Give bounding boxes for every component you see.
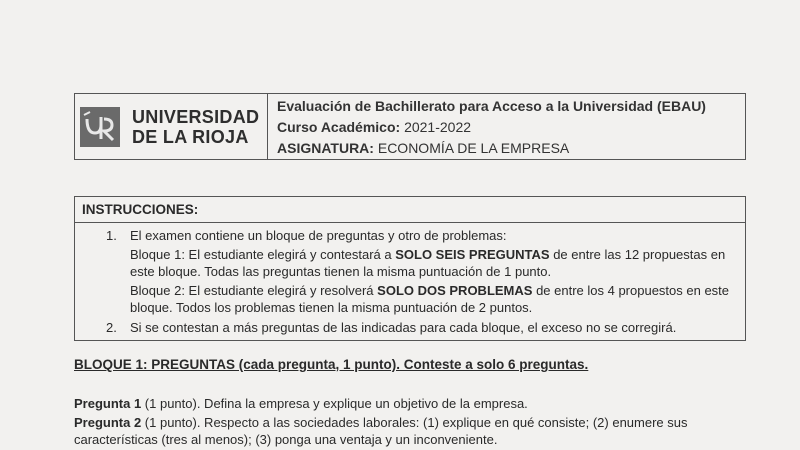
university-logo-icon	[80, 107, 120, 147]
section-title: BLOQUE 1: PREGUNTAS (cada pregunta, 1 punto). Conteste a solo 6 preguntas.	[74, 357, 589, 372]
block2-text	[130, 282, 740, 316]
university-name-line1: UNIVERSIDAD	[132, 106, 260, 127]
question-2	[74, 414, 746, 448]
university-logo-block	[75, 94, 268, 159]
block1-bold: SOLO SEIS PREGUNTAS	[395, 247, 550, 262]
block2-bold: SOLO DOS PROBLEMAS	[377, 283, 533, 298]
university-name-line2: DE LA RIOJA	[132, 126, 249, 147]
instructions-box	[74, 196, 746, 341]
question-2-text: (1 punto). Respecto a las sociedades laborales: (1) explique en qué consiste; (2) enumere sus características (tres al menos); (3) ponga una ventaja y un inconveniente.	[74, 415, 688, 447]
header-box	[74, 93, 746, 160]
course-value: 2021-2022	[404, 119, 472, 135]
item1-text: El examen contiene un bloque de preguntas y otro de problemas:	[130, 228, 507, 243]
item1-number: 1.	[106, 228, 117, 243]
block2-post: de entre los 4 propuestos en este bloque. Todos los problemas tienen la misma puntuación de 2 puntos.	[130, 283, 730, 315]
question-1-text: (1 punto). Defina la empresa y explique un objetivo de la empresa.	[141, 396, 528, 411]
question-1-label: Pregunta 1	[74, 396, 142, 411]
question-2-label: Pregunta 2	[74, 415, 142, 430]
subject-line	[277, 138, 745, 159]
block1-pre: Bloque 1: El estudiante elegirá y contestará a	[130, 247, 396, 262]
course-line	[277, 117, 745, 138]
exam-info	[268, 94, 745, 159]
course-label: Curso Académico:	[277, 119, 401, 135]
subject-value: ECONOMÍA DE LA EMPRESA	[377, 140, 570, 156]
item2-text: Si se contestan a más preguntas de las indicadas para cada bloque, el exceso no se corregirá.	[130, 320, 677, 335]
block2-pre: Bloque 2: El estudiante elegirá y resolverá	[130, 283, 378, 298]
university-name	[132, 107, 259, 147]
item2-number: 2.	[106, 320, 117, 335]
exam-title: Evaluación de Bachillerato para Acceso a la Universidad (EBAU)	[277, 98, 706, 114]
question-1	[74, 395, 746, 412]
block1-post: de entre las 12 propuestas en este bloque. Todas las preguntas tienen la misma puntuación de 1 punto.	[130, 247, 726, 279]
instructions-title: INSTRUCCIONES:	[75, 197, 745, 223]
block1-text	[130, 246, 740, 280]
subject-label: ASIGNATURA:	[277, 140, 374, 156]
